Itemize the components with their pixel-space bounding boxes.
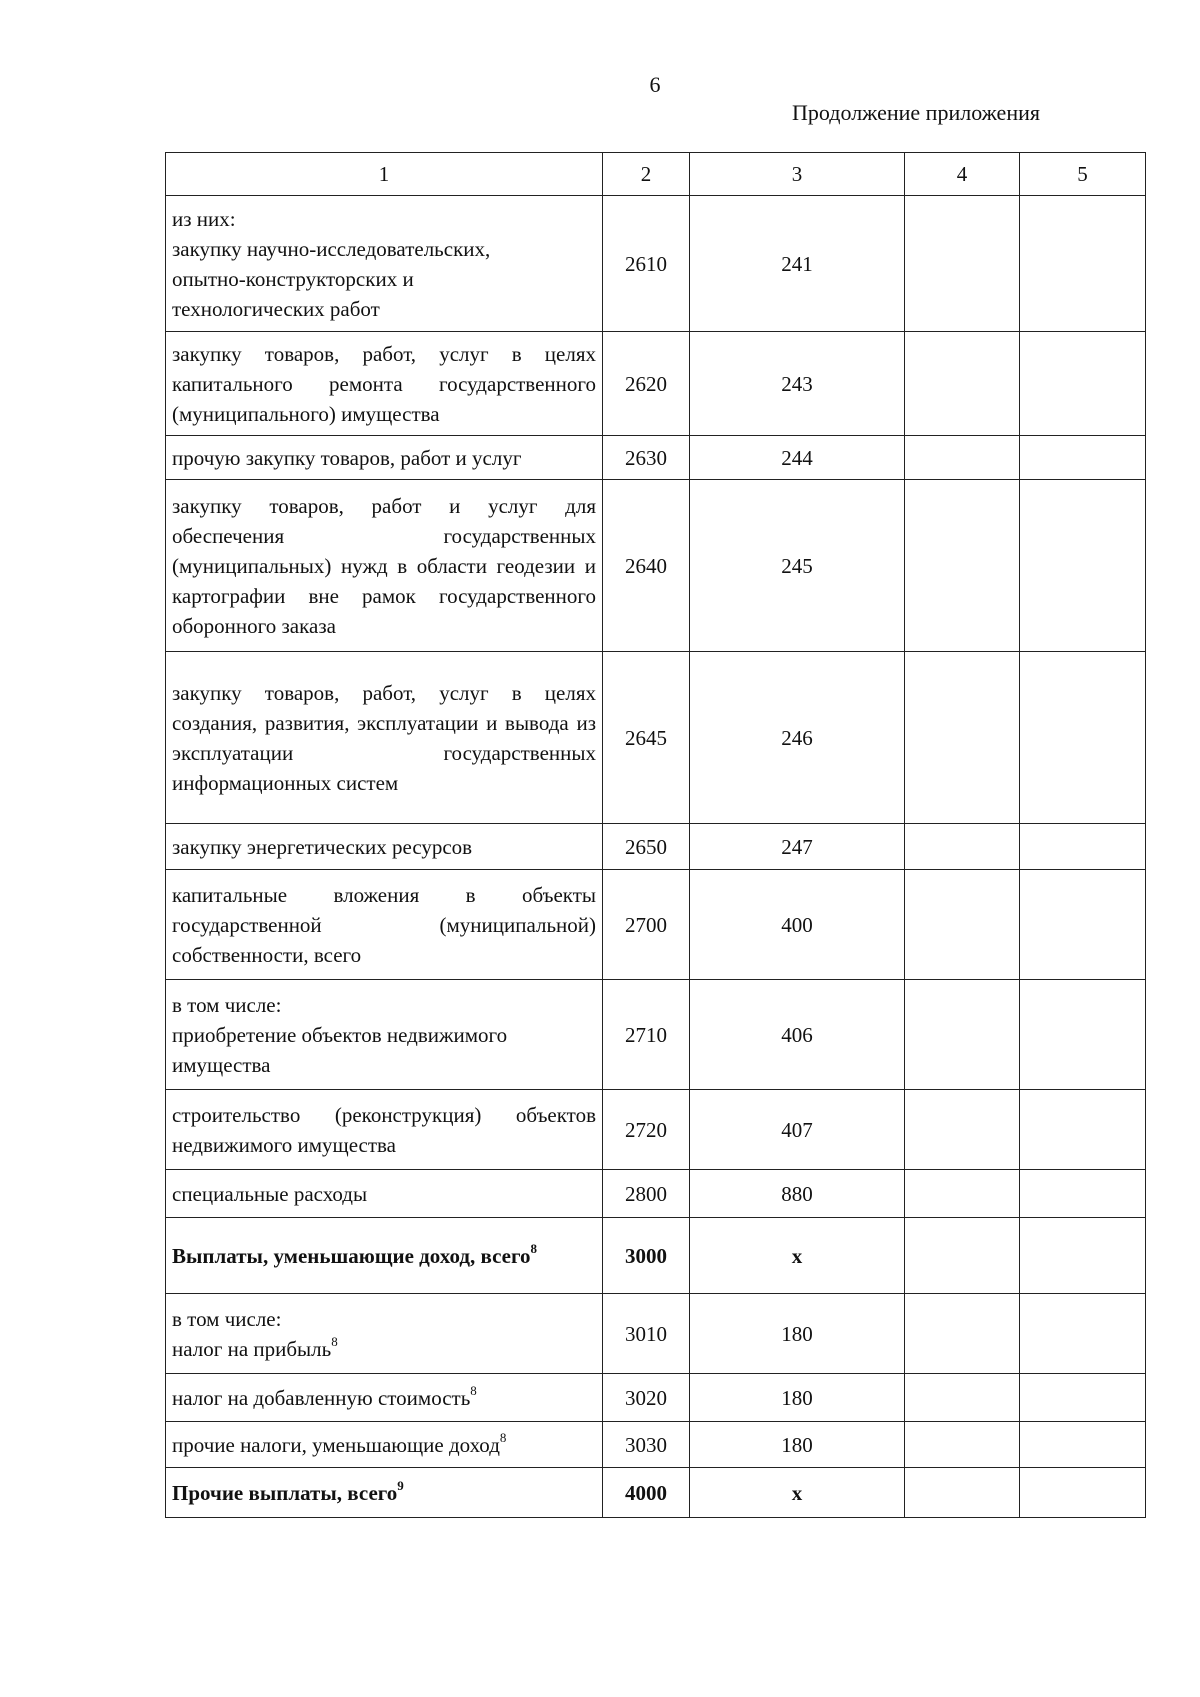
row-code-cell: 3010 [603, 1294, 690, 1374]
table-row [166, 332, 1146, 436]
table-row [166, 980, 1146, 1090]
row-kosgu-cell: х [690, 1218, 905, 1294]
row-kosgu-cell: 245 [690, 480, 905, 652]
table-row [166, 1170, 1146, 1218]
row-code-cell: 2620 [603, 332, 690, 436]
row-name-cell [166, 824, 603, 870]
row-col4-cell [905, 652, 1020, 824]
table-row [166, 1422, 1146, 1468]
column-header: 1 [166, 153, 603, 196]
table-row [166, 480, 1146, 652]
row-name-cell [166, 870, 603, 980]
row-code-cell: 4000 [603, 1468, 690, 1518]
row-col4-cell [905, 436, 1020, 480]
table-row [166, 1218, 1146, 1294]
row-col4-cell [905, 1374, 1020, 1422]
row-kosgu-cell: 400 [690, 870, 905, 980]
row-code-cell: 2720 [603, 1090, 690, 1170]
table-row [166, 824, 1146, 870]
table-row [166, 1090, 1146, 1170]
row-col5-cell [1020, 436, 1146, 480]
footnote-marker: 8 [499, 1429, 507, 1445]
row-name-text: специальные расходы [172, 1181, 368, 1206]
row-name-cell [166, 1090, 603, 1170]
row-name-text: в том числе: [172, 992, 282, 1017]
row-kosgu-cell: 180 [690, 1294, 905, 1374]
row-col5-cell [1020, 196, 1146, 332]
table-row [166, 436, 1146, 480]
page-number: 6 [649, 72, 661, 97]
row-col5-cell [1020, 824, 1146, 870]
row-kosgu-cell: 244 [690, 436, 905, 480]
row-name-text: Выплаты, уменьшающие доход, всего [172, 1243, 531, 1268]
row-name-text: Прочие выплаты, всего [172, 1480, 398, 1505]
row-code-cell: 2640 [603, 480, 690, 652]
row-name-cell [166, 1422, 603, 1468]
row-code-cell: 2700 [603, 870, 690, 980]
table-row [166, 1374, 1146, 1422]
footnote-marker: 8 [331, 1333, 338, 1349]
row-name-cell [166, 1374, 603, 1422]
row-name-cell [166, 332, 603, 436]
row-name-text: закупку товаров, работ, услуг в целях капитального ремонта государственного (муниципального) имущества [172, 341, 596, 426]
row-col4-cell [905, 1468, 1020, 1518]
row-col4-cell [905, 1218, 1020, 1294]
row-name-text: имущества [172, 1052, 271, 1077]
row-code-cell: 2650 [603, 824, 690, 870]
footnote-marker: 8 [530, 1240, 538, 1256]
row-col4-cell [905, 1422, 1020, 1468]
table-row [166, 1294, 1146, 1374]
row-col5-cell [1020, 980, 1146, 1090]
table-row [166, 870, 1146, 980]
row-col4-cell [905, 870, 1020, 980]
row-name-cell [166, 196, 603, 332]
column-header: 5 [1020, 153, 1146, 196]
table-row [166, 196, 1146, 332]
row-col4-cell [905, 332, 1020, 436]
row-col5-cell [1020, 870, 1146, 980]
row-name-text: приобретение объектов недвижимого [172, 1022, 508, 1047]
row-col4-cell [905, 196, 1020, 332]
row-code-cell: 2800 [603, 1170, 690, 1218]
row-code-cell: 3020 [603, 1374, 690, 1422]
row-col5-cell [1020, 652, 1146, 824]
row-kosgu-cell: 241 [690, 196, 905, 332]
row-code-cell: 3000 [603, 1218, 690, 1294]
table-row [166, 652, 1146, 824]
row-col4-cell [905, 480, 1020, 652]
row-kosgu-cell: 180 [690, 1422, 905, 1468]
row-col5-cell [1020, 1374, 1146, 1422]
table-row [166, 1468, 1146, 1518]
row-name-text: из них: [172, 206, 236, 231]
row-col5-cell [1020, 480, 1146, 652]
row-code-cell: 2610 [603, 196, 690, 332]
row-col5-cell [1020, 332, 1146, 436]
table-header-row [166, 153, 1146, 196]
row-col4-cell [905, 1170, 1020, 1218]
row-kosgu-cell: 406 [690, 980, 905, 1090]
row-name-text: опытно-конструкторских и [172, 266, 414, 291]
row-name-cell [166, 980, 603, 1090]
row-kosgu-cell: 243 [690, 332, 905, 436]
row-col4-cell [905, 1294, 1020, 1374]
row-code-cell: 2710 [603, 980, 690, 1090]
row-kosgu-cell: 246 [690, 652, 905, 824]
row-name-cell [166, 652, 603, 824]
row-col4-cell [905, 1090, 1020, 1170]
row-name-text: закупку товаров, работ, услуг в целях создания, развития, эксплуатации и вывода из эксплуатации государственных информационных систем [172, 680, 596, 795]
row-name-cell [166, 436, 603, 480]
row-col5-cell [1020, 1090, 1146, 1170]
row-name-cell [166, 480, 603, 652]
row-col4-cell [905, 824, 1020, 870]
footnote-marker: 9 [397, 1477, 404, 1493]
row-code-cell: 2645 [603, 652, 690, 824]
row-col4-cell [905, 980, 1020, 1090]
row-kosgu-cell: 880 [690, 1170, 905, 1218]
row-name-text: прочую закупку товаров, работ и услуг [172, 445, 522, 470]
row-name-text: закупку энергетических ресурсов [172, 834, 473, 859]
row-kosgu-cell: 407 [690, 1090, 905, 1170]
column-header: 2 [603, 153, 690, 196]
row-col5-cell [1020, 1170, 1146, 1218]
row-name-text: налог на добавленную стоимость [172, 1385, 471, 1410]
row-code-cell: 2630 [603, 436, 690, 480]
row-kosgu-cell: 180 [690, 1374, 905, 1422]
row-name-cell [166, 1468, 603, 1518]
row-name-cell [166, 1218, 603, 1294]
row-col5-cell [1020, 1468, 1146, 1518]
row-name-text: прочие налоги, уменьшающие доход [172, 1432, 500, 1457]
row-name-text: строительство (реконструкция) объектов недвижимого имущества [172, 1102, 596, 1157]
row-name-text: закупку товаров, работ и услуг для обеспечения государственных (муниципальных) нужд в области геодезии и картографии вне рамок государственного оборонного заказа [172, 493, 596, 638]
row-code-cell: 3030 [603, 1422, 690, 1468]
row-col5-cell [1020, 1422, 1146, 1468]
row-name-text: капитальные вложения в объекты государственной (муниципальной) собственности, всего [172, 882, 596, 967]
row-name-text: закупку научно-исследовательских, [172, 236, 491, 261]
expenses-table [165, 152, 1146, 1518]
row-name-text: в том числе: [172, 1306, 282, 1331]
row-name-cell [166, 1170, 603, 1218]
row-kosgu-cell: 247 [690, 824, 905, 870]
row-kosgu-cell: х [690, 1468, 905, 1518]
row-col5-cell [1020, 1218, 1146, 1294]
column-header: 4 [905, 153, 1020, 196]
footnote-marker: 8 [470, 1382, 477, 1398]
column-header: 3 [690, 153, 905, 196]
row-name-cell [166, 1294, 603, 1374]
row-name-text: налог на прибыль [172, 1336, 332, 1361]
row-col5-cell [1020, 1294, 1146, 1374]
continuation-label: Продолжение приложения [792, 100, 1040, 125]
row-name-text: технологических работ [172, 296, 380, 321]
